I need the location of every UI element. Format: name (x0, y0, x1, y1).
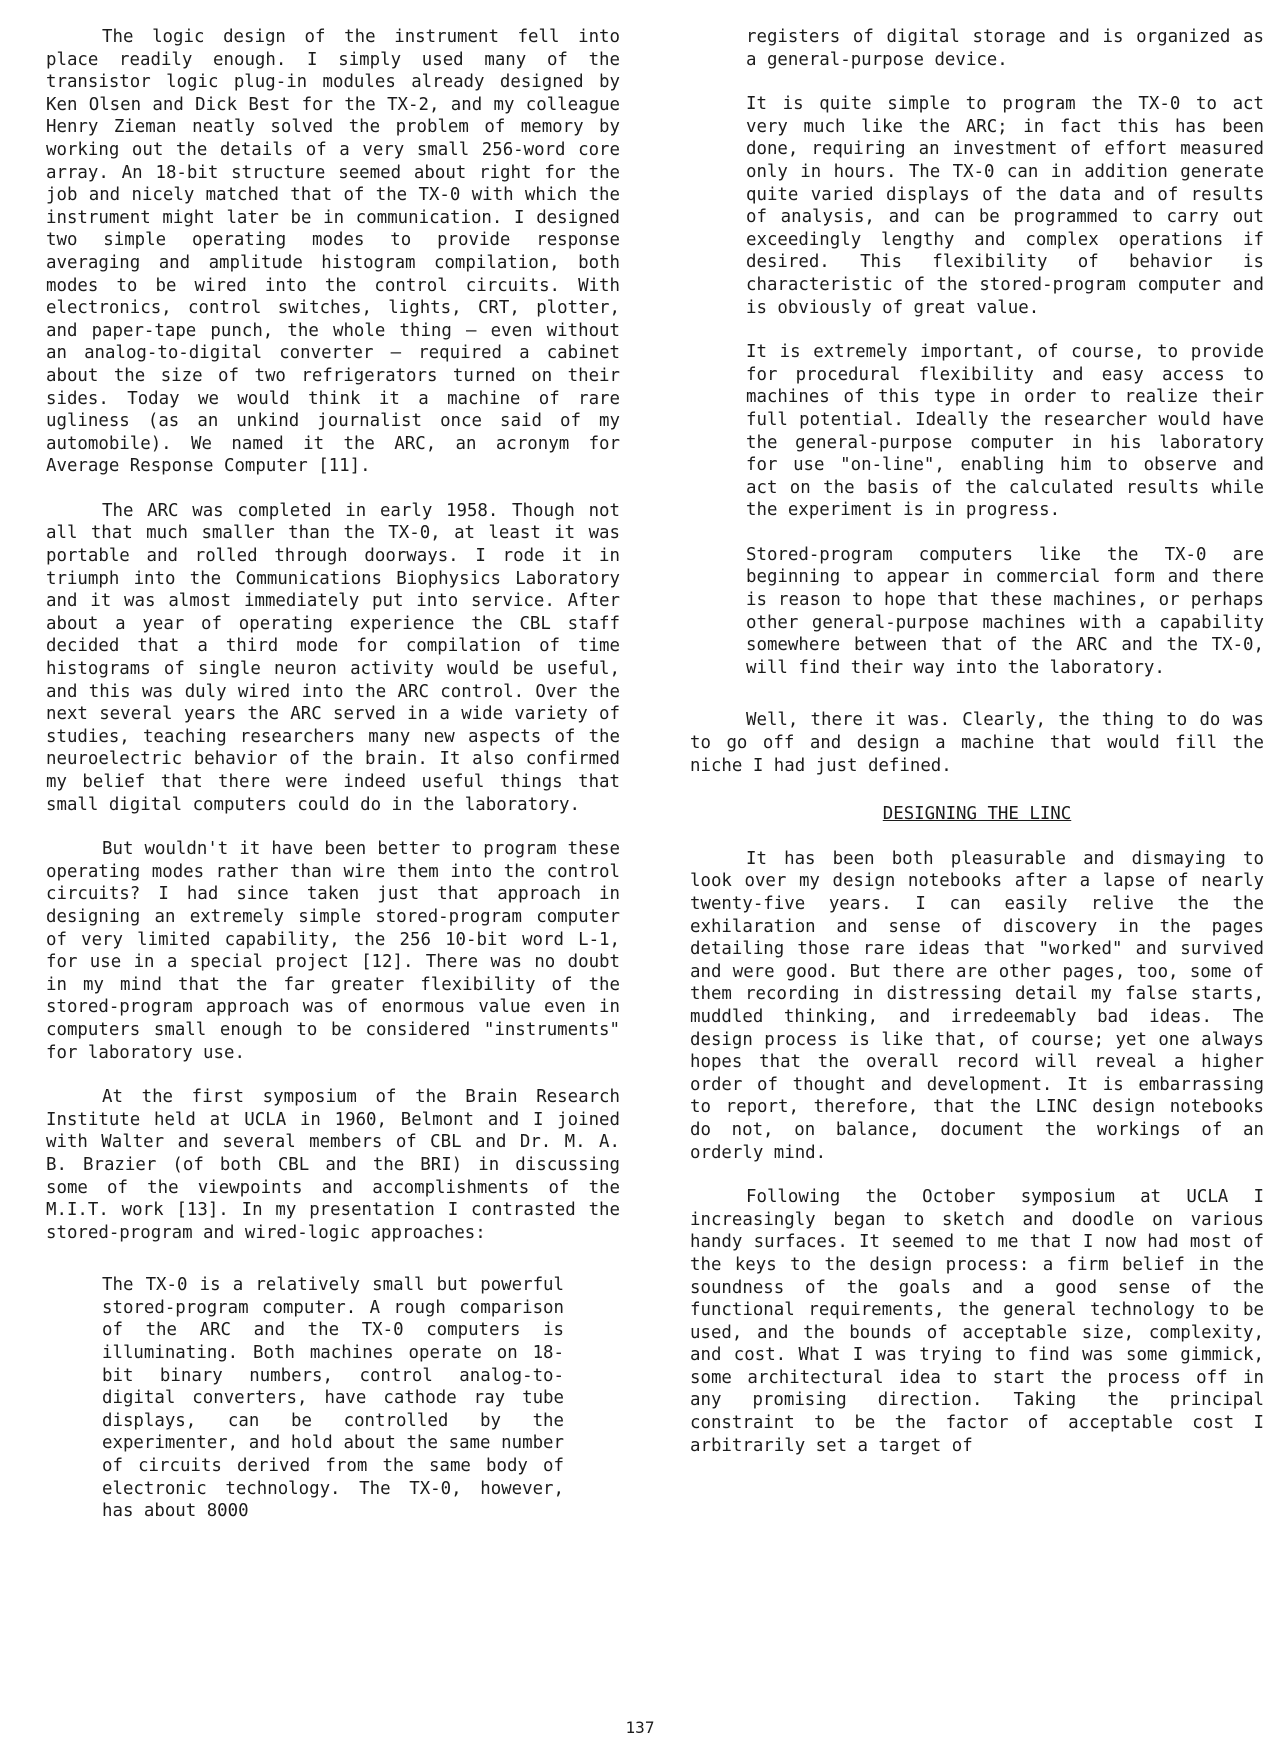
paragraph-arc-completed: The ARC was completed in early 1958. Though not all that much smaller than the TX-0, at least it was portable and rolled through doorways. I rode it in triumph into the Communications Biophysics Laboratory and it was almost immediately put into service. After about a year of operating experience the CBL staff decided that a third mode for compilation of time histograms of single neuron activity would be useful, and this was duly wired into the ARC control. Over the next several years the ARC served in a wide variety of studies, teaching researchers many new aspects of the neuroelectric behavior of the brain. It also confirmed my belief that there were indeed useful things that small digital computers could do in the laboratory. (46, 500, 620, 815)
section-heading: DESIGNING THE LINC (882, 804, 1072, 825)
quote-tx0-programming: It is quite simple to program the TX-0 to act very much like the ARC; in fact this has been done, requiring an investment of effort measured only in hours. The TX-0 can in addition generate quite varied displays of the data and of results of analysis, and can be programmed to carry out exceedingly lengthy and complex operations if desired. This flexibility of behavior is characteristic of the stored-program computer and is obviously of great value. (746, 94, 1264, 318)
quote-commercial-computers: Stored-program computers like the TX-0 are beginning to appear in commercial form and there is reason to hope that these machines, or perhaps other general-purpose machines with a capability somewhere between that of the ARC and the TX-0, will find their way into the laboratory. (746, 544, 1264, 678)
paragraph-stored-program-question: But wouldn't it have been better to program these operating modes rather than wire them into the control circuits? I had since taken just that approach in designing an extremely simple stored-program computer of very limited capability, the 256 10-bit word L-1, for use in a special project [12]. There was no doubt in my mind that the far greater flexibility of the stored-program approach was of enormous value even in computers small enough to be considered "instruments" for laboratory use. (46, 839, 620, 1063)
paragraph-ucla-symposium: At the first symposium of the Brain Research Institute held at UCLA in 1960, Belmont and I joined with Walter and several members of CBL and Dr. M. A. B. Brazier (of both CBL and the BRI) in discussing some of the viewpoints and accomplishments of the M.I.T. work [13]. In my presentation I contrasted the stored-program and wired-logic approaches: (46, 1087, 620, 1243)
quote-tx0-comparison: The TX-0 is a relatively small but powerful stored-program computer. A rough comparison of the ARC and the TX-0 computers is illuminating. Both machines operate on 18-bit binary numbers, control analog-to-digital converters, have cathode ray tube displays, can be controlled by the experimenter, and hold about the same number of circuits derived from the same body of electronic technology. The TX-0, however, has about 8000 (102, 1275, 564, 1522)
paragraph-arc-logic-design: The logic design of the instrument fell into place readily enough. I simply used many of the transistor logic plug-in modules already designed by Ken Olsen and Dick Best for the TX-2, and my colleague Henry Zieman neatly solved the problem of memory by working out the details of a very small 256-word core array. An 18-bit structure seemed about right for the job and nicely matched that of the TX-0 with which the instrument might later be in communication. I designed two simple operating modes to provide response averaging and amplitude histogram compilation, both modes to be wired into the control circuits. With electronics, control switches, lights, CRT, plotter, and paper-tape punch, the whole thing — even without an analog-to-digital converter — required a cabinet about the size of two refrigerators turned on their sides. Today we would think it a machine of rare ugliness (as an unkind journalist once said of my automobile). We named it the ARC, an acronym for Average Response Computer [11]. (46, 27, 620, 477)
quote-procedural-flexibility: It is extremely important, of course, to provide for procedural flexibility and easy access to machines of this type in order to realize their full potential. Ideally the researcher would have the general-purpose computer in his laboratory for use "on-line", enabling him to observe and act on the basis of the calculated results while the experiment is in progress. (746, 342, 1264, 521)
page-number: 137 (625, 1718, 655, 1737)
paragraph-there-it-was: Well, there it was. Clearly, the thing to do was to go off and design a machine that would fill the niche I had just defined. (690, 710, 1264, 776)
left-column (46, 26, 620, 1545)
paragraph-design-notebooks: It has been both pleasurable and dismaying to look over my design notebooks after a lapse of nearly twenty-five years. I can easily relive the the exhilaration and sense of discovery in the pages detailing those rare ideas that "worked" and survived and were good. But there are other pages, too, some of them recording in distressing detail my false starts, muddled thinking, and irredeemably bad ideas. The design process is like that, of course; yet one always hopes that the overall record will reveal a higher order of thought and development. It is embarrassing to report, therefore, that the LINC design notebooks do not, on balance, document the workings of an orderly mind. (690, 848, 1264, 1163)
right-column (690, 26, 1264, 1479)
quote-tx0-comparison-continued: registers of digital storage and is organized as a general-purpose device. (746, 27, 1264, 70)
paragraph-october-symposium: Following the October symposium at UCLA I increasingly began to sketch and doodle on various handy surfaces. It seemed to me that I now had most of the keys to the design process: a firm belief in the soundness of the goals and a good sense of the functional requirements, the general technology to be used, and the bounds of acceptable size, complexity, and cost. What I was trying to find was some gimmick, some architectural idea to start the process off in any promising direction. Taking the principal constraint to be the factor of acceptable cost I arbitrarily set a target of (690, 1187, 1264, 1456)
